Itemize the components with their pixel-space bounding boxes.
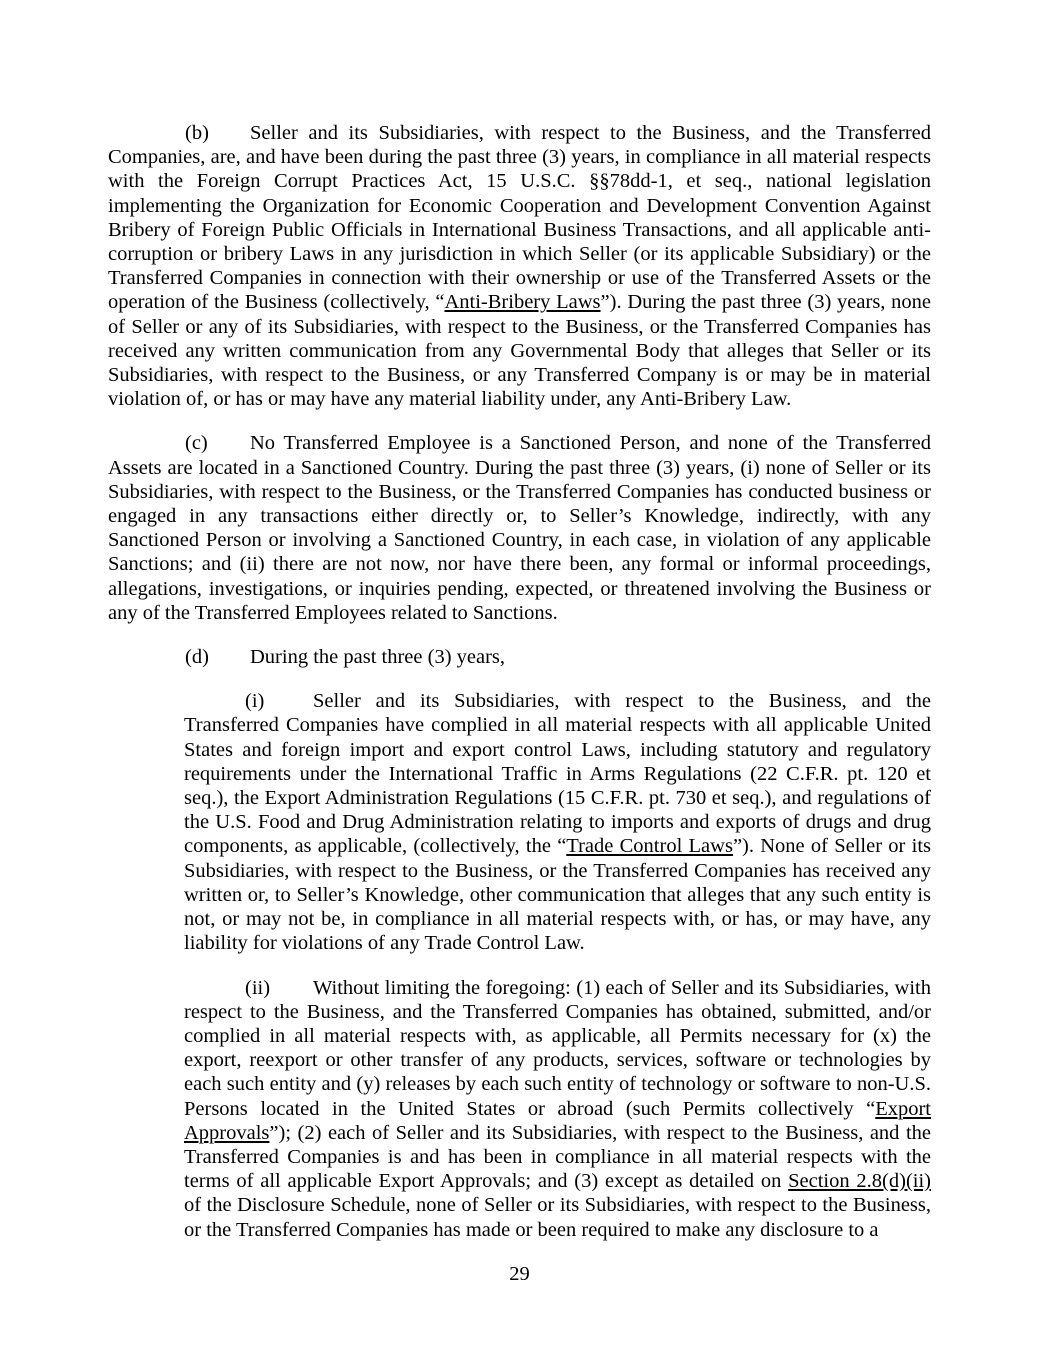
text-run: Seller and its Subsidiaries, with respect to the Business, and the Transferred Companies, are, and have been during the past three (3) years, in compliance in all material respects with the Foreign Corrupt Practices Act, 15 U.S.C. §§78dd-1, et seq., national legislation implementing the Organization for Economic Cooperation and Development Convention Against Bribery of Foreign Public Officials in International Business Transactions, and all applicable anti-corruption or bribery Laws in any jurisdiction in which Seller (or its applicable Subsidiary) or the Transferred Companies in connection with their ownership or use of the Transferred Assets or the operation of the Business (collectively, “	[108, 122, 931, 314]
paragraph-b	[108, 121, 931, 411]
page-body	[108, 121, 931, 1242]
page-footer	[108, 1262, 931, 1286]
paragraph-d-ii	[184, 976, 931, 1242]
paragraph-d-i-text	[184, 690, 931, 954]
text-run: ”). None of Seller or its Subsidiaries, with respect to the Business, or the Transferred Companies has received any written or, to Seller’s Knowledge, other communication that alleges that any such entity is not, or may not be, in compliance in all material respects with, or has, or may have, any liability for violations of any Trade Control Law.	[184, 835, 932, 955]
paragraph-d-label: (d)	[185, 646, 209, 669]
text-run: Seller and its Subsidiaries, with respect to the Business, and the Transferred Companies have complied in all material respects with all applicable United States and foreign import and export control Laws, including statutory and regulatory requirements under the International Traffic in Arms Regulations (22 C.F.R. pt. 120 et seq.), the Export Administration Regulations (15 C.F.R. pt. 730 et seq.), and regulations of the U.S. Food and Drug Administration relating to imports and exports of drugs and drug components, as applicable, (collectively, the “	[184, 690, 931, 858]
paragraph-c-text	[108, 432, 931, 623]
defined-term: Section 2.8(d)(ii)	[788, 1170, 931, 1193]
paragraph-c-label: (c)	[185, 432, 208, 455]
paragraph-c	[108, 431, 931, 625]
page-number: 29	[509, 1262, 530, 1285]
defined-term: Export Approvals	[184, 1097, 931, 1144]
paragraph-d-text	[250, 646, 505, 668]
paragraph-d-ii-label: (ii)	[245, 976, 271, 999]
text-run: No Transferred Employee is a Sanctioned Person, and none of the Transferred Assets are located in a Sanctioned Country. During the past three (3) years, (i) none of Seller or its Subsidiaries, with respect to the Business, or the Transferred Companies has conducted business or engaged in any transactions either directly or, to Seller’s Knowledge, indirectly, with any Sanctioned Person or involving a Sanctioned Country, in each case, in violation of any applicable Sanctions; and (ii) there are not now, nor have there been, any formal or informal proceedings, allegations, investigations, or inquiries pending, expected, or threatened involving the Business or any of the Transferred Employees related to Sanctions.	[108, 432, 931, 624]
paragraph-b-label: (b)	[185, 122, 209, 144]
text-run: of the Disclosure Schedule, none of Seller or its Subsidiaries, with respect to the Business, or the Transferred Companies has made or been required to make any disclosure to a	[184, 1194, 931, 1241]
defined-term: Anti-Bribery Laws	[444, 291, 601, 314]
paragraph-d-i	[184, 689, 931, 955]
paragraph-b-text	[108, 122, 931, 410]
text-run: During the past three (3) years,	[250, 646, 506, 669]
text-run: ”); (2) each of Seller and its Subsidiaries, with respect to the Business, and the Transferred Companies is and has been in compliance in all material respects with the terms of all applicable Export Approvals; and (3) except as detailed on	[184, 1121, 931, 1193]
defined-term: Trade Control Laws	[566, 835, 733, 858]
paragraph-d-ii-text	[184, 977, 931, 1241]
paragraph-d	[108, 645, 931, 669]
text-run: ”). During the past three (3) years, none of Seller or any of its Subsidiaries, with respect to the Business, or the Transferred Companies has received any written communication from any Governmental Body that alleges that Seller or its Subsidiaries, with respect to the Business, or any Transferred Company is or may be in material violation of, or has or may have any material liability under, any Anti-Bribery Law.	[108, 291, 932, 411]
text-run: Without limiting the foregoing: (1) each of Seller and its Subsidiaries, with respect to the Business, and the Transferred Companies has obtained, submitted, and/or complied in all material respects with, as applicable, all Permits necessary for (x) the export, reexport or other transfer of any products, services, software or technologies by each such entity and (y) releases by each such entity of technology or software to non-U.S. Persons located in the United States or abroad (such Permits collectively “	[184, 976, 931, 1120]
paragraph-d-i-label: (i)	[245, 690, 265, 713]
